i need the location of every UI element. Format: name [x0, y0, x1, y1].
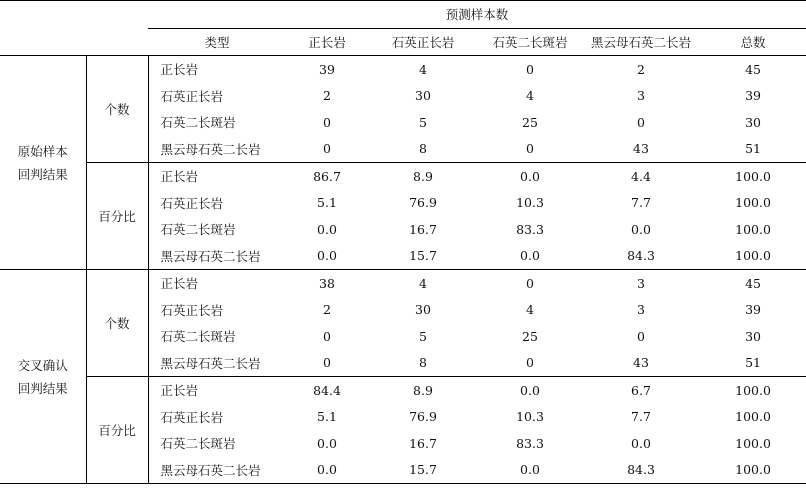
cell-value: 43	[582, 350, 700, 377]
cell-value: 7.7	[631, 195, 651, 211]
cell-value: 3	[637, 88, 645, 104]
cell-value: 0	[286, 136, 368, 163]
cell-value: 45	[745, 275, 761, 291]
row-type-label: 石英正长岩	[160, 88, 224, 104]
cell-value: 100.0	[735, 195, 771, 211]
row-type-label: 黑云母石英二长岩	[148, 457, 286, 484]
predicted-header: 预测样本数	[148, 1, 806, 29]
cell-value: 0.0	[317, 221, 337, 237]
cell-value: 2	[637, 61, 645, 77]
header-spacer	[0, 1, 148, 29]
table-row	[0, 56, 806, 83]
cell-value: 83.3	[516, 221, 544, 237]
cell-value: 0	[478, 350, 582, 377]
table-row	[0, 163, 806, 190]
cell-value: 0.0	[520, 168, 540, 184]
header-columns-row	[0, 28, 806, 56]
cell-value: 76.9	[409, 409, 437, 425]
cell-value: 0	[637, 114, 645, 130]
column-header: 正长岩	[286, 28, 368, 56]
cell-value: 10.3	[516, 195, 544, 211]
group-label-line1: 交叉确认	[17, 357, 68, 373]
cell-value: 83.3	[516, 435, 544, 451]
cell-value: 0.0	[478, 243, 582, 270]
table-row	[0, 377, 806, 404]
cell-value: 100.0	[735, 435, 771, 451]
cell-value: 30	[745, 114, 761, 130]
cell-value: 15.7	[368, 457, 478, 484]
cell-value: 4	[419, 61, 427, 77]
row-type-label: 石英二长斑岩	[160, 329, 236, 345]
cell-value: 6.7	[631, 382, 651, 398]
cell-value: 8	[368, 350, 478, 377]
cell-value: 2	[323, 88, 331, 104]
cell-value: 25	[522, 328, 538, 344]
cell-value: 8.9	[413, 168, 433, 184]
row-type-label: 正长岩	[160, 276, 199, 292]
row-type-label: 石英正长岩	[160, 302, 224, 318]
cell-value: 0.0	[478, 457, 582, 484]
cell-value: 0	[526, 275, 534, 291]
cell-value: 39	[745, 302, 761, 318]
cell-value: 7.7	[631, 409, 651, 425]
column-header: 黑云母石英二长岩	[582, 28, 700, 56]
cell-value: 0.0	[520, 382, 540, 398]
cell-value: 5	[419, 114, 427, 130]
cell-value: 3	[637, 302, 645, 318]
subgroup-label: 个数	[86, 270, 148, 377]
cell-value: 10.3	[516, 409, 544, 425]
cell-value: 16.7	[409, 435, 437, 451]
cell-value: 0	[478, 136, 582, 163]
cell-value: 0	[637, 328, 645, 344]
cell-value: 100.0	[735, 221, 771, 237]
row-type-label: 黑云母石英二长岩	[148, 350, 286, 377]
row-type-label: 石英二长斑岩	[160, 222, 236, 238]
row-type-label: 石英二长斑岩	[160, 115, 236, 131]
cell-value: 4.4	[631, 168, 651, 184]
cell-value: 100.0	[700, 457, 806, 484]
group-label-line1: 原始样本	[17, 143, 68, 159]
cell-value: 4	[526, 302, 534, 318]
cell-value: 38	[319, 275, 335, 291]
cell-value: 43	[582, 136, 700, 163]
cell-value: 0.0	[286, 457, 368, 484]
cell-value: 0.0	[631, 435, 651, 451]
cell-value: 39	[745, 88, 761, 104]
table-row	[0, 270, 806, 297]
row-type-label: 黑云母石英二长岩	[148, 243, 286, 270]
cell-value: 100.0	[700, 243, 806, 270]
row-type-label: 正长岩	[160, 383, 199, 399]
row-type-label: 黑云母石英二长岩	[148, 136, 286, 163]
cell-value: 39	[319, 61, 335, 77]
row-type-label: 石英正长岩	[160, 195, 224, 211]
cell-value: 4	[526, 88, 534, 104]
cell-value: 5.1	[317, 195, 337, 211]
cell-value: 2	[323, 302, 331, 318]
group-label-line2: 回判结果	[17, 380, 68, 396]
column-header: 石英正长岩	[368, 28, 478, 56]
cell-value: 100.0	[735, 409, 771, 425]
cell-value: 0	[323, 114, 331, 130]
cell-value: 45	[745, 61, 761, 77]
cell-value: 100.0	[735, 168, 771, 184]
cell-value: 30	[415, 88, 431, 104]
cell-value: 76.9	[409, 195, 437, 211]
cell-value: 0	[286, 350, 368, 377]
group-label	[0, 56, 86, 270]
header-predicted-row	[0, 1, 806, 29]
cell-value: 0.0	[317, 435, 337, 451]
header-spacer	[0, 28, 148, 56]
cell-value: 51	[700, 350, 806, 377]
cell-value: 16.7	[409, 221, 437, 237]
subgroup-label: 百分比	[86, 163, 148, 270]
cell-value: 51	[700, 136, 806, 163]
row-type-label: 石英二长斑岩	[160, 436, 236, 452]
group-label	[0, 270, 86, 484]
cell-value: 0	[526, 61, 534, 77]
cell-value: 30	[745, 328, 761, 344]
cell-value: 0	[323, 328, 331, 344]
row-type-label: 石英正长岩	[160, 409, 224, 425]
cell-value: 30	[415, 302, 431, 318]
cell-value: 8.9	[413, 382, 433, 398]
column-header: 总数	[700, 28, 806, 56]
column-header: 类型	[148, 28, 286, 56]
cell-value: 86.7	[313, 168, 341, 184]
cell-value: 0.0	[631, 221, 651, 237]
subgroup-label: 百分比	[86, 377, 148, 484]
cell-value: 8	[368, 136, 478, 163]
cell-value: 25	[522, 114, 538, 130]
cell-value: 84.3	[582, 457, 700, 484]
group-label-line2: 回判结果	[17, 166, 68, 182]
row-type-label: 正长岩	[160, 62, 199, 78]
cell-value: 4	[419, 275, 427, 291]
cell-value: 3	[637, 275, 645, 291]
column-header: 石英二长斑岩	[478, 28, 582, 56]
cell-value: 84.4	[313, 382, 341, 398]
cell-value: 15.7	[368, 243, 478, 270]
cell-value: 100.0	[735, 382, 771, 398]
cell-value: 0.0	[286, 243, 368, 270]
row-type-label: 正长岩	[160, 169, 199, 185]
cell-value: 5	[419, 328, 427, 344]
subgroup-label: 个数	[86, 56, 148, 163]
cell-value: 84.3	[582, 243, 700, 270]
cell-value: 5.1	[317, 409, 337, 425]
